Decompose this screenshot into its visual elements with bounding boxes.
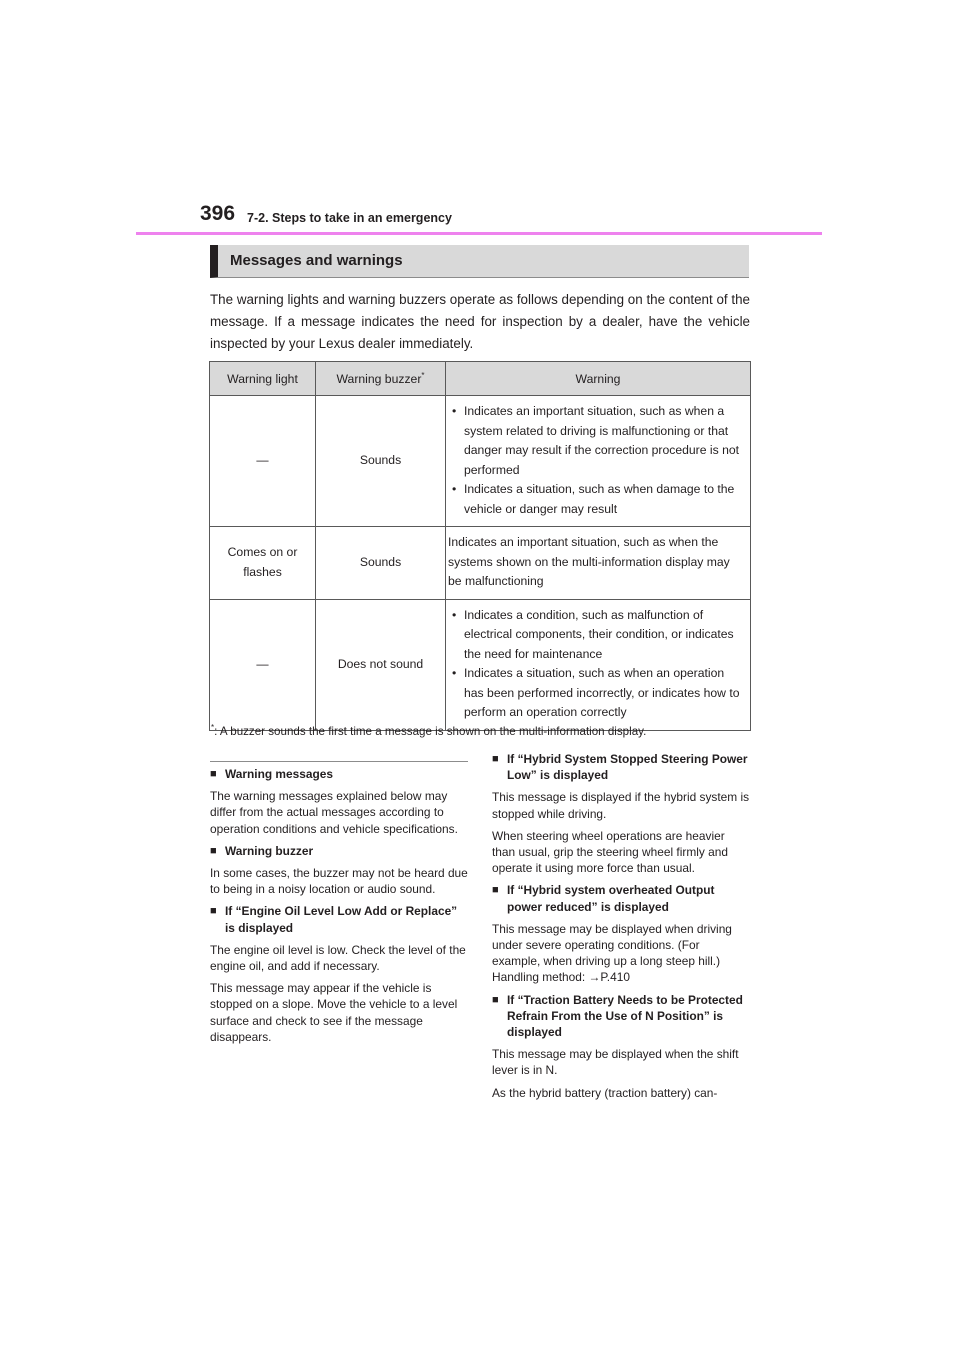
column-divider xyxy=(210,761,468,762)
cell-warning: Indicates an important situation, such as when the systems shown on the multi-information display may be malfunctioning xyxy=(446,527,751,600)
subheading: ■ If “Engine Oil Level Low Add or Replace” is displayed xyxy=(210,904,458,935)
list-item: • Indicates a condition, such as malfunction of electrical components, their condition, or indicates the need for maintenance xyxy=(450,606,746,665)
header-warning: Warning xyxy=(446,362,751,396)
section-title: Messages and warnings xyxy=(230,252,403,269)
list-item: • Indicates a situation, such as when damage to the vehicle or danger may result xyxy=(450,480,746,519)
square-bullet-icon: ■ xyxy=(210,768,217,780)
left-column xyxy=(210,766,468,1045)
paragraph: In some cases, the buzzer may not be heard due to being in a noisy location or audio sound. xyxy=(210,866,468,897)
paragraph: This message may appear if the vehicle is stopped on a slope. Move the vehicle to a level surface and check to see if the message disappears. xyxy=(210,981,458,1044)
right-column xyxy=(492,751,750,1101)
section-heading-bar xyxy=(210,245,749,278)
warning-table xyxy=(209,361,751,731)
paragraph: This message is displayed if the hybrid system is stopped while driving. xyxy=(492,790,750,821)
running-head: 7-2. Steps to take in an emergency xyxy=(247,211,452,225)
square-bullet-icon: ■ xyxy=(210,844,217,857)
footnote-mark: * xyxy=(211,723,215,732)
table-footnote: *: A buzzer sounds the first time a message is shown on the multi-information display. xyxy=(211,723,647,738)
table-header-row xyxy=(210,362,751,396)
subheading: ■ If “Hybrid system overheated Output power reduced” is displayed xyxy=(492,883,715,914)
table-row xyxy=(210,396,751,527)
subheading: ■ Warning messages xyxy=(210,767,333,781)
cell-light: — xyxy=(210,599,316,730)
square-bullet-icon: ■ xyxy=(492,884,499,897)
subheading: ■ If “Traction Battery Needs to be Protected Refrain From the Use of N Position” is displayed xyxy=(492,992,743,1040)
square-bullet-icon: ■ xyxy=(210,905,217,918)
cell-light: — xyxy=(210,396,316,527)
cell-warning xyxy=(446,396,751,527)
paragraph: The engine oil level is low. Check the level of the engine oil, and add if necessary. xyxy=(210,942,466,974)
cell-buzzer: Does not sound xyxy=(316,599,446,730)
paragraph: The warning messages explained below may differ from the actual messages according to operation conditions and vehicle specifications. xyxy=(210,789,458,836)
paragraph: As the hybrid battery (traction battery) can- xyxy=(492,1085,718,1100)
list-item: • Indicates a situation, such as when an operation has been performed incorrectly, or indicates how to perform an operation correctly xyxy=(450,664,746,723)
paragraph: This message may be displayed when the shift lever is in N. xyxy=(492,1047,739,1078)
cell-warning xyxy=(446,599,751,730)
cell-light: Comes on or flashes xyxy=(210,527,316,600)
table-row xyxy=(210,599,751,730)
subheading: ■ Warning buzzer xyxy=(210,843,314,858)
square-bullet-icon: ■ xyxy=(492,993,499,1006)
cell-buzzer: Sounds xyxy=(316,527,446,600)
table-row xyxy=(210,527,751,600)
list-item: • Indicates an important situation, such as when a system related to driving is malfunctioning or that danger may result if the correction procedure is not performed xyxy=(450,402,746,480)
square-bullet-icon: ■ xyxy=(492,753,499,765)
header-warning-light: Warning light xyxy=(210,362,316,396)
header-warning-buzzer: Warning buzzer* xyxy=(316,362,446,396)
cell-buzzer: Sounds xyxy=(316,396,446,527)
buzzer-footnote-mark: * xyxy=(421,370,425,380)
paragraph: When steering wheel operations are heavier than usual, grip the steering wheel firmly and operate it using more force than usual. xyxy=(492,828,728,876)
paragraph: This message may be displayed when driving under severe operating conditions. (For example, when driving up a long steep hill.) Handling method: →P.410 xyxy=(492,921,732,985)
header-rule xyxy=(136,232,822,235)
subheading: ■ If “Hybrid System Stopped Steering Power Low” is displayed xyxy=(492,752,748,783)
intro-paragraph: The warning lights and warning buzzers operate as follows depending on the content of the message. If a message indicates the need for inspection by a dealer, have the vehicle inspected by your Lexus dealer immediately. xyxy=(210,292,750,351)
page-number: 396 xyxy=(200,202,236,225)
